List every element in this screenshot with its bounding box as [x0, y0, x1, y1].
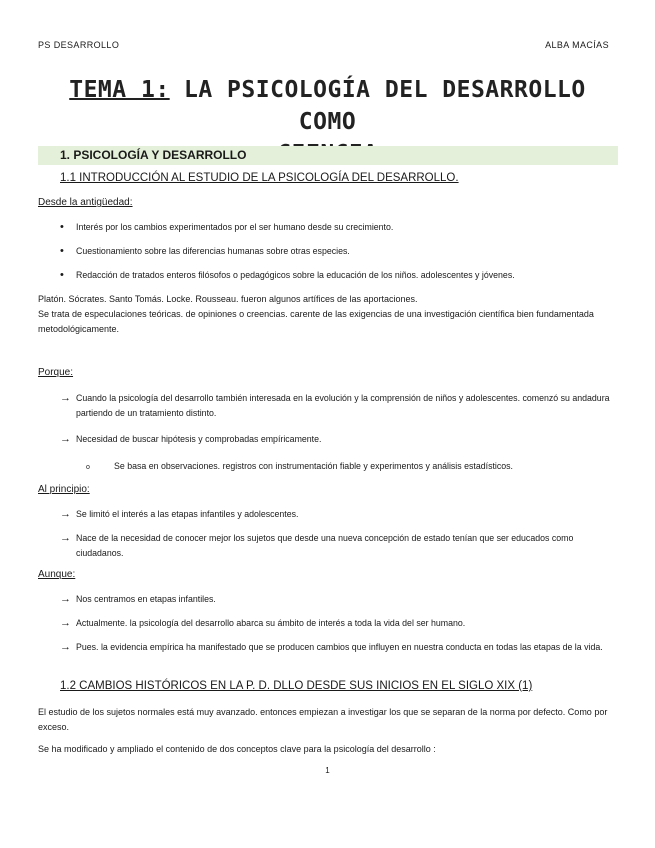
section-heading	[38, 146, 618, 165]
list-item-text: Nos centramos en etapas infantiles.	[76, 594, 216, 604]
section-heading-text: 1. PSICOLOGÍA Y DESARROLLO	[60, 148, 247, 162]
subsection-heading-1-1: 1.1 INTRODUCCIÓN AL ESTUDIO DE LA PSICOLOGÍA DEL DESARROLLO.	[60, 172, 459, 184]
list-item-text: Actualmente. la psicología del desarrollo abarca su ámbito de interés a toda la vida del ser humano.	[76, 618, 466, 628]
list-item	[60, 616, 610, 631]
arrow-right-icon: →	[60, 641, 71, 653]
label-antiguedad: Desde la antigüedad:	[38, 197, 133, 208]
label-porque: Porque:	[38, 367, 74, 378]
arrow-right-icon: →	[60, 508, 71, 520]
sub-list-item	[86, 459, 611, 474]
paragraph: Platón. Sócrates. Santo Tomás. Locke. Rousseau. fueron algunos artífices de las aportaciones.	[38, 294, 418, 304]
bullet-icon: •	[60, 221, 64, 233]
arrow-right-icon: →	[60, 433, 71, 445]
list-item	[60, 244, 610, 259]
arrow-right-icon: →	[60, 392, 71, 404]
list-item-text: Redacción de tratados enteros filósofos o pedagógicos sobre la educación de los niños. adolescentes y jóvenes.	[76, 270, 515, 280]
list-item	[60, 391, 610, 421]
list-item-text: Se limitó el interés a las etapas infantiles y adolescentes.	[76, 509, 299, 519]
circle-bullet-icon: o	[86, 464, 90, 471]
title-topic-number: TEMA 1:	[69, 77, 170, 103]
subsection-heading-1-2: 1.2 CAMBIOS HISTÓRICOS EN LA P. D. DLLO DESDE SUS INICIOS EN EL SIGLO XIX (1)	[60, 680, 533, 692]
list-item	[60, 220, 610, 235]
list-item-text: Interés por los cambios experimentados por el ser humano desde su crecimiento.	[76, 222, 394, 232]
list-item-text: Pues. la evidencia empírica ha manifestado que se producen cambios que influyen en nuestra conducta en todas las etapas de la vida.	[76, 642, 603, 652]
bullet-icon: •	[60, 269, 64, 281]
arrow-right-icon: →	[60, 617, 71, 629]
header-author: ALBA MACÍAS	[545, 40, 609, 50]
paragraph: Se trata de especulaciones teóricas. de opiniones o creencias. carente de las exigencias de una investigación científica bien fundamentada metodológicamente.	[38, 309, 594, 334]
title-line1: LA PSICOLOGÍA DEL DESARROLLO COMO	[169, 77, 586, 135]
list-item-text: Se basa en observaciones. registros con instrumentación fiable y experimentos y análisis estadísticos.	[114, 461, 513, 471]
list-item-text: Nace de la necesidad de conocer mejor los sujetos que desde una nueva concepción de estado tenían que ser educados como ciudadanos.	[76, 533, 574, 558]
label-aunque: Aunque:	[38, 569, 76, 580]
arrow-right-icon: →	[60, 532, 71, 544]
bullet-icon: •	[60, 245, 64, 257]
label-al-principio: Al principio:	[38, 484, 90, 495]
paragraph: El estudio de los sujetos normales está muy avanzado. entonces empiezan a investigar los que se separan de la norma por defecto. Como por exceso.	[38, 707, 608, 732]
list-item	[60, 592, 610, 607]
list-item-text: Necesidad de buscar hipótesis y comprobadas empíricamente.	[76, 434, 322, 444]
paragraph: Se ha modificado y ampliado el contenido de dos conceptos clave para la psicología del desarrollo :	[38, 744, 436, 754]
list-item	[60, 640, 610, 655]
list-item	[60, 268, 610, 283]
list-item	[60, 432, 610, 447]
list-item	[60, 507, 610, 522]
list-item-text: Cuestionamiento sobre las diferencias humanas sobre otras especies.	[76, 246, 350, 256]
header-course: PS DESARROLLO	[38, 40, 120, 50]
list-item-text: Cuando la psicología del desarrollo también interesada en la evolución y la comprensión de niños y adolescentes. comenzó su andadura partiendo de un tratamiento distinto.	[76, 393, 610, 418]
list-item	[60, 531, 610, 561]
arrow-right-icon: →	[60, 593, 71, 605]
page-number: 1	[325, 766, 330, 775]
